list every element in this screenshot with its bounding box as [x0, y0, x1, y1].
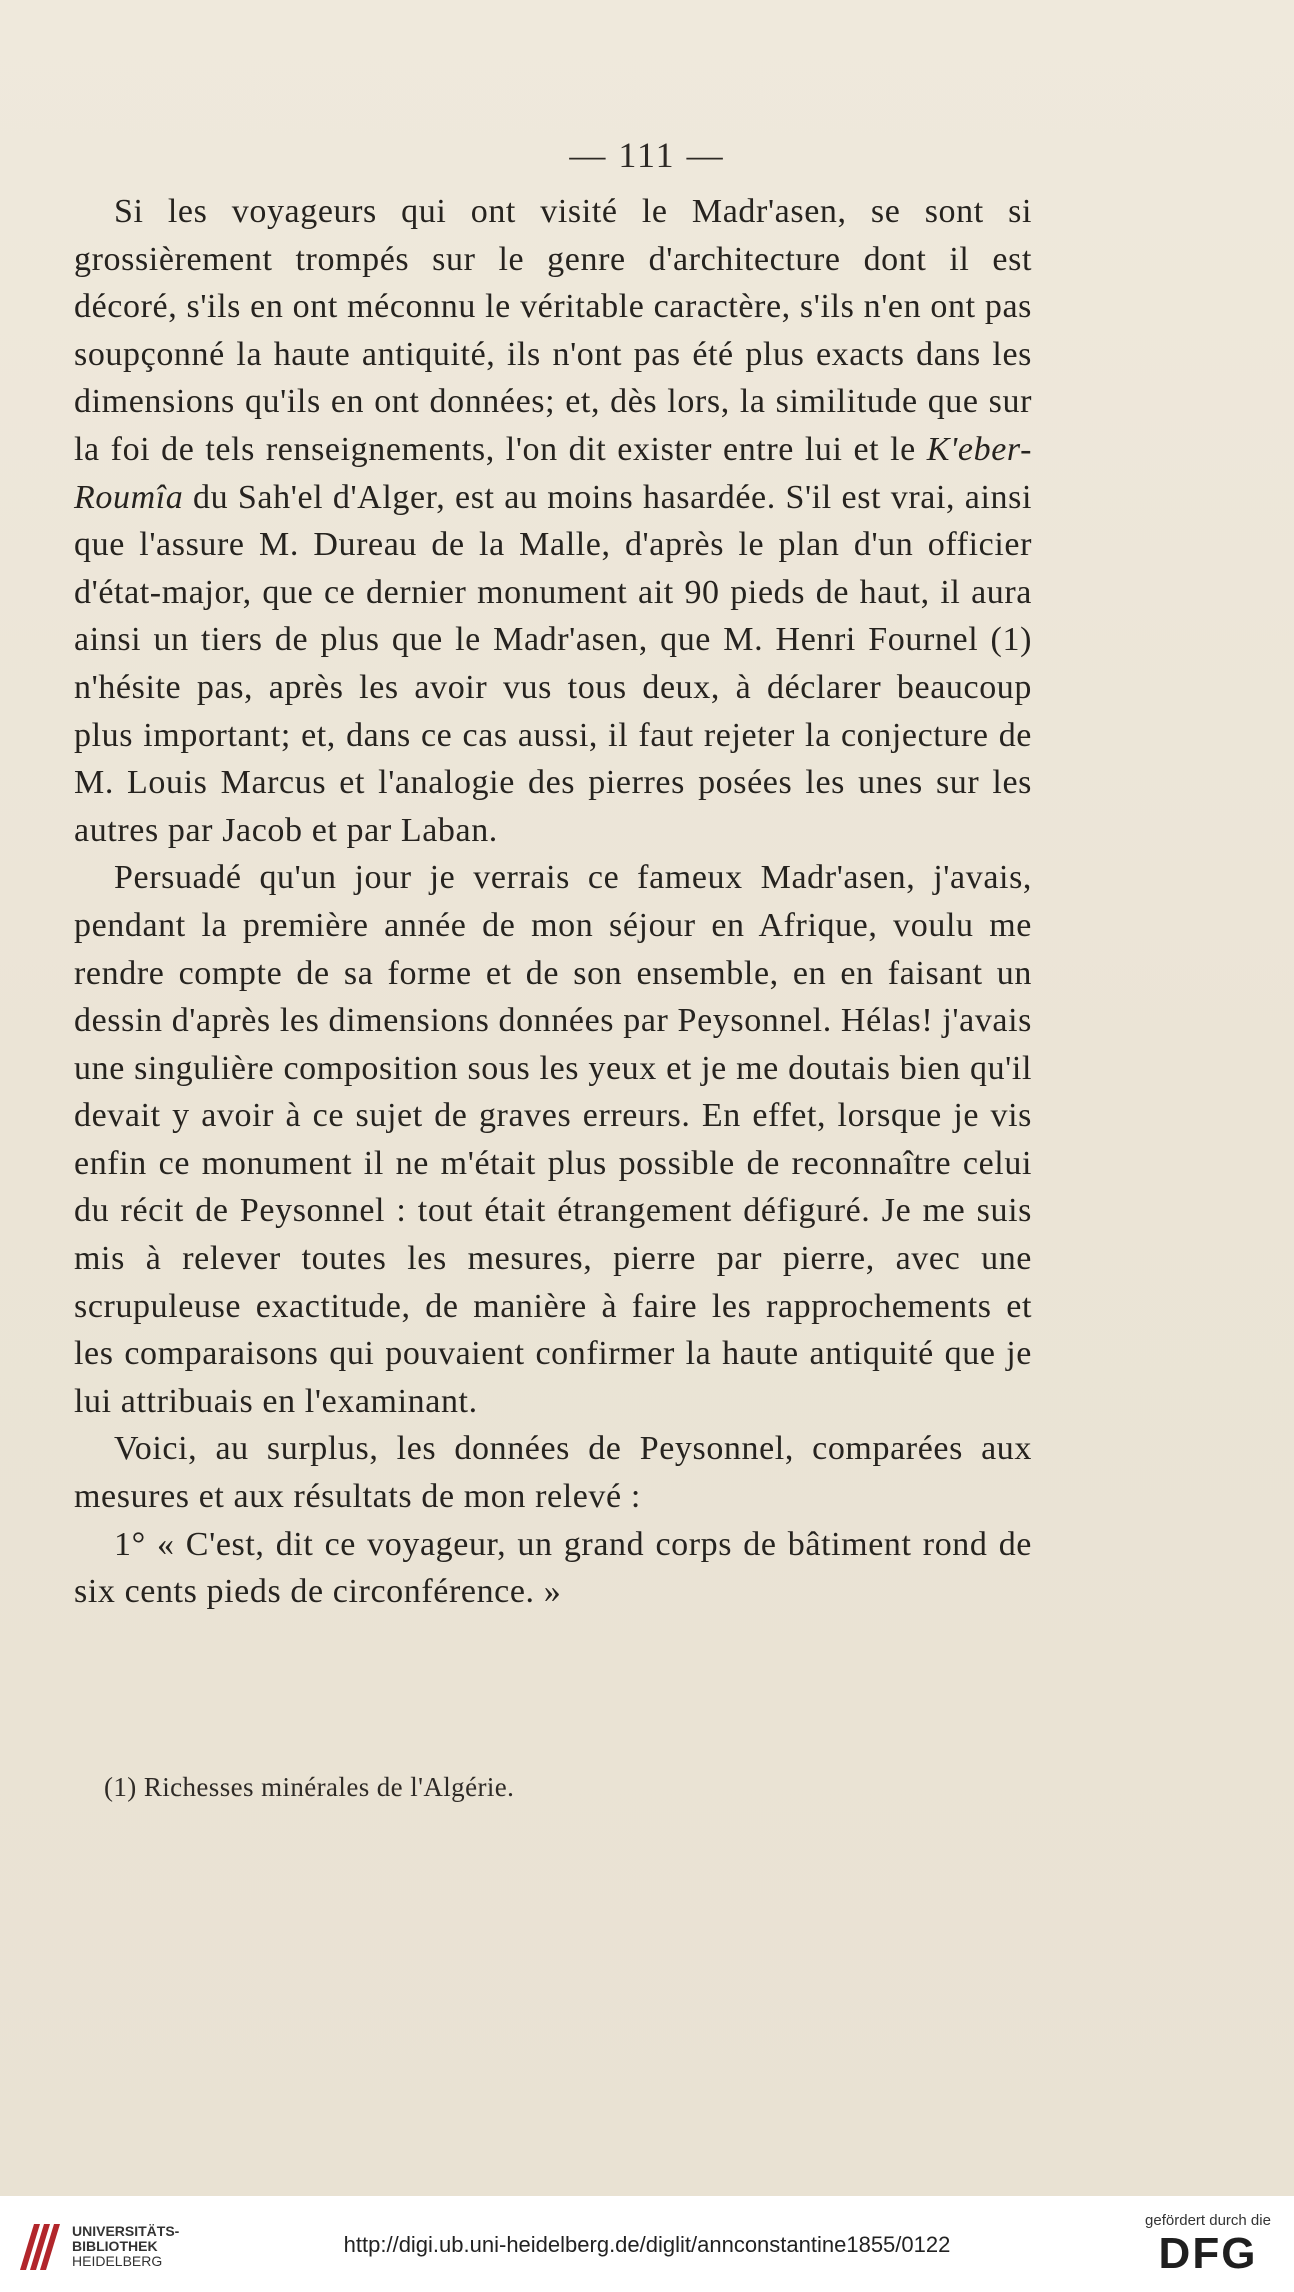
paragraph-3: Voici, au surplus, les données de Peysonnel, comparées aux mesures et aux résultats de mon relevé : — [74, 1430, 1032, 1516]
viewer-footer — [0, 2196, 1294, 2292]
library-name-line-3: HEIDELBERG — [72, 2253, 163, 2269]
funding-caption: gefördert durch die — [1145, 2212, 1271, 2229]
paragraph-1-end: du Sah'el d'Alger, est au moins hasardée. S'il est vrai, ainsi que l'assure M. Dureau de la Malle, d'après le plan d'un officier d'état-major, que ce dernier monument ait 90 pieds de haut, il aura ainsi un tiers de plus que le Madr'asen, que M. Henri Fournel (1) n'hésite pas, après les avoir vus tous deux, à déclarer beaucoup plus important; et, dans ce cas aussi, il faut rejeter la conjecture de M. Louis Marcus et l'analogie des pierres posées les unes sur les autres par Jacob et par Laban. — [74, 478, 1032, 849]
paragraph-1-start: Si les voyageurs qui ont visité le Madr'asen, se sont si grossièrement trompés sur le genre d'architecture dont il est décoré, s'ils en ont méconnu le véritable caractère, s'ils n'en ont pas soupçonné la haute antiquité, ils n'ont pas été plus exacts dans les dimensions qu'ils en ont données; et, dès lors, la similitude que sur la foi de tels renseignements, l'on dit exister entre lui et le — [74, 193, 1032, 468]
library-name-line-2: BIBLIOTHEK — [72, 2238, 158, 2254]
paragraph-2: Persuadé qu'un jour je verrais ce fameux Madr'asen, j'avais, pendant la première année de mon séjour en Afrique, voulu me rendre compte de sa forme et de son ensemble, en en faisant un dessin d'après les dimensions données par Peysonnel. Hélas! j'avais une singulière composition sous les yeux et je me doutais bien qu'il devait y avoir à ce sujet de graves erreurs. En effet, lorsque je vis enfin ce monument il ne m'était plus possible de reconnaître celui du récit de Peysonnel : tout était étrangement défiguré. Je me suis mis à relever toutes les mesures, pierre par pierre, avec une scrupuleuse exactitude, de manière à faire les rapprochements et les comparaisons qui pouvaient confirmer la haute antiquité que je lui attribuais en l'examinant. — [74, 859, 1032, 1420]
funding-logo — [1138, 2212, 1278, 2279]
paragraph-1 — [74, 188, 1032, 854]
paragraph-4: 1° « C'est, dit ce voyageur, un grand corps de bâtiment rond de six cents pieds de circonférence. » — [74, 1525, 1032, 1611]
permalink-url[interactable]: http://digi.ub.uni-heidelberg.de/diglit/annconstantine1855/0122 — [343, 2232, 951, 2257]
place-name-italic: K'eber-Roumîa — [74, 430, 1032, 516]
page-number: — 111 — — [569, 135, 725, 175]
dfg-logo: DFG — [1158, 2229, 1258, 2278]
library-name-line-1: UNIVERSITÄTS- — [72, 2223, 180, 2239]
footnote: (1) Richesses minérales de l'Algérie. — [104, 1772, 515, 1802]
body-text — [74, 188, 1032, 1616]
